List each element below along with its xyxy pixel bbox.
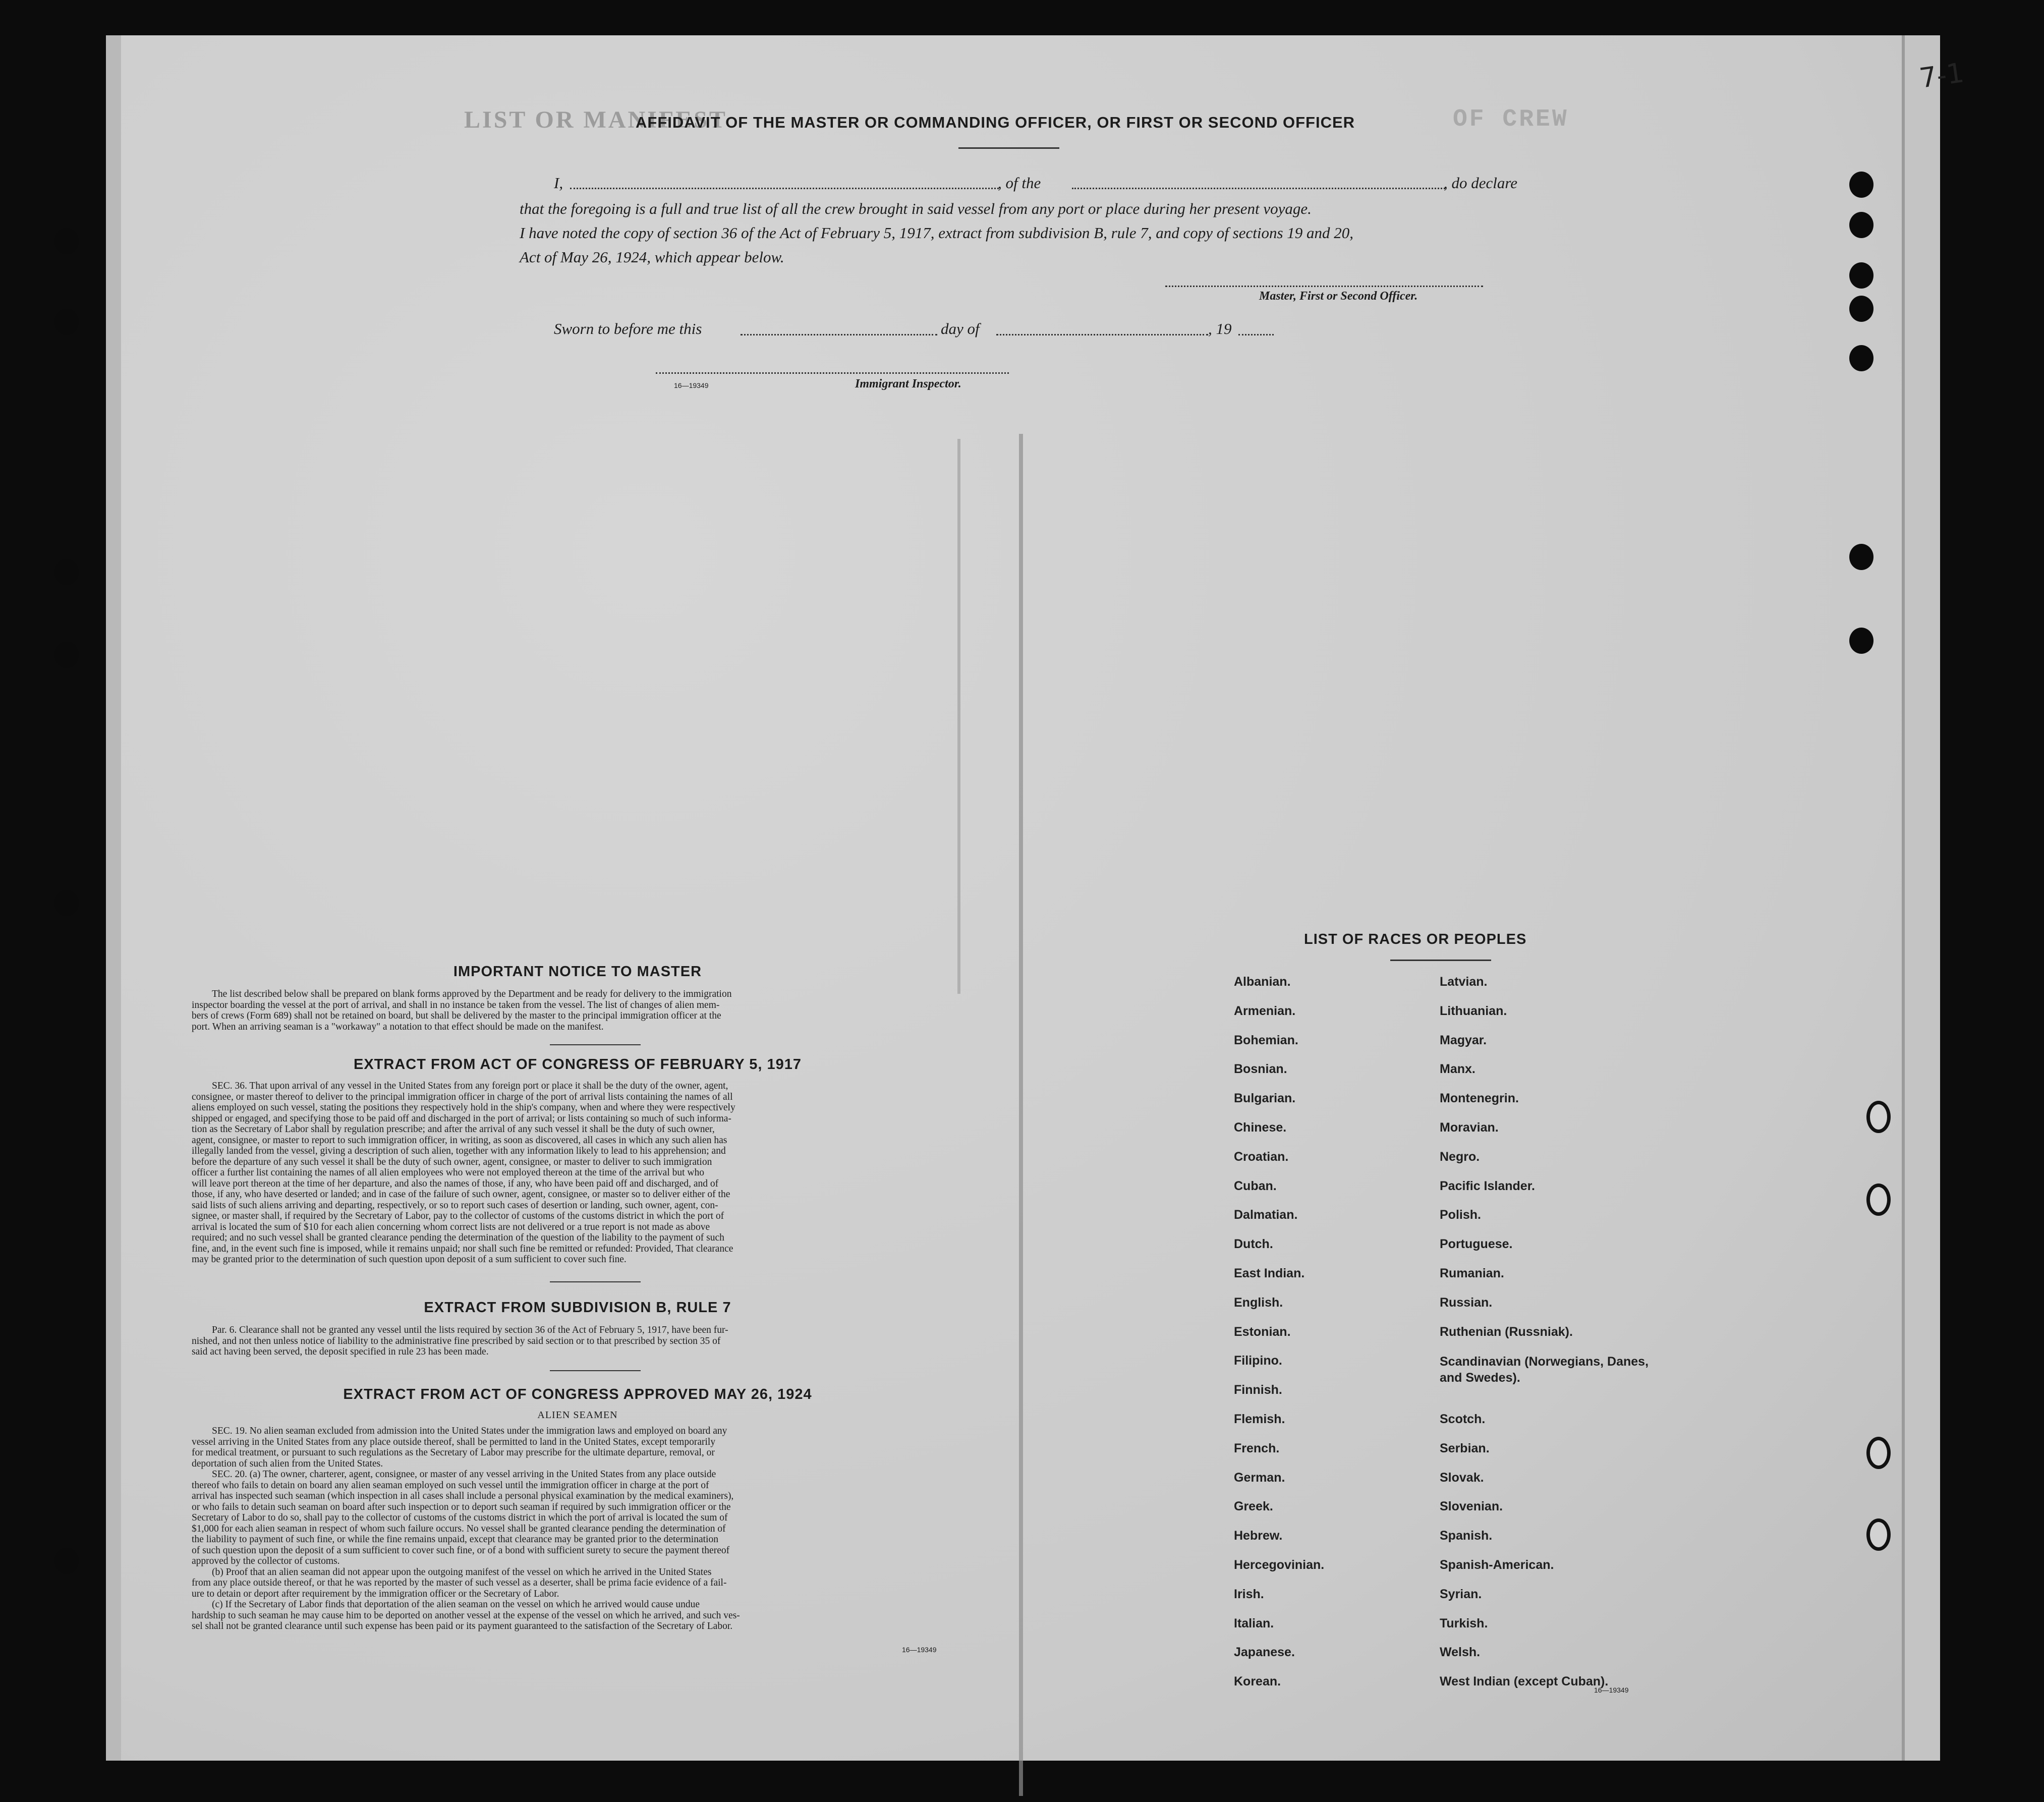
notice-line: inspector boarding the vessel at the port of arrival, and shall in no instance be taken from the vessel. The list of changes of alien mem- [192, 999, 720, 1010]
act-1917-line: may be granted prior to the determination of such question upon deposit of a sum sufficient to cover such fine. [192, 1254, 627, 1265]
race-item: West Indian (except Cuban). [1440, 1674, 1609, 1689]
act-1917-line: shipped or engaged, and specifying those to be paid off and discharged in the port of arrival; or lists containing so much of such informa- [192, 1113, 731, 1124]
act-1917-line: required; and no such vessel shall be granted clearance pending the determination of the question of the liability to the payment of such [192, 1232, 724, 1243]
act-1917-line: those, if any, who have deserted or landed; and in case of the failure of such owner, agent, consignee, or master so to deliver either of the [192, 1189, 730, 1200]
affidavit-title: AFFIDAVIT OF THE MASTER OR COMMANDING OFFICER, OR FIRST OR SECOND OFFICER [636, 114, 1355, 131]
year-prefix-label: , 19 [1208, 320, 1232, 337]
race-item: Hebrew. [1234, 1529, 1283, 1543]
race-item: Manx. [1440, 1062, 1475, 1077]
binding-hole [1849, 212, 1873, 238]
act-1924-line: from any place outside thereof, or that he was reported by the master of such vessel as a deserter, shall be prima facie evidence of a fail- [192, 1578, 727, 1588]
act-1917-line: consignee, or master thereof to deliver to the principal immigration officer in charge of the port of arrival lists containing the names of all [192, 1091, 733, 1102]
affidavit-line-1: that the foregoing is a full and true list of all the crew brought in said vessel from any port or place during her present voyage. [520, 200, 1312, 217]
title-rule [958, 147, 1059, 149]
binding-hole [54, 890, 79, 916]
section-rule [550, 1044, 641, 1045]
act-1924-line: arrival has inspected such seaman (which inspection in all cases shall include a personal physical examination by the medical examiners), [192, 1491, 734, 1501]
section-rule [550, 1281, 641, 1282]
act-1924-line: or who fails to detain such seaman on board after such inspection or to deport such seaman if required by such immigration officer or the [192, 1501, 731, 1512]
race-item: Serbian. [1440, 1441, 1490, 1455]
inspector-caption: Immigrant Inspector. [855, 377, 961, 390]
affidavit-line-2: I have noted the copy of section 36 of the Act of February 5, 1917, extract from subdivision B, rule 7, and copy of sections 19 and 20, [520, 224, 1354, 242]
race-item: Lithuanian. [1440, 1003, 1507, 1018]
race-item: Slovenian. [1440, 1499, 1503, 1514]
act-1924-line: thereof who fails to detain on board any alien seaman employed on such vessel until the immigration officer in charge at the port of [192, 1480, 709, 1491]
races-title: LIST OF RACES OR PEOPLES [1304, 931, 1527, 947]
race-item: English. [1234, 1295, 1283, 1310]
act-1917-line: signee, or master shall, if required by the Secretary of Labor, pay to the collector of customs of the customs district in which the port of [192, 1211, 724, 1221]
races-left-column [1234, 975, 1415, 1704]
race-item: Rumanian. [1440, 1266, 1504, 1280]
rule-7-line: Par. 6. Clearance shall not be granted any vessel until the lists required by section 36 of the Act of February 5, 1917, have been fur- [212, 1325, 728, 1335]
race-item: Latvian. [1440, 975, 1488, 989]
affidavit-line-3: Act of May 26, 1924, which appear below. [520, 248, 784, 266]
act-1917-line: officer a further list containing the names of all alien employees who were not employed thereon at the time of the arrival but who [192, 1167, 705, 1178]
race-item: Ruthenian (Russniak). [1440, 1324, 1573, 1339]
race-item: Finnish. [1234, 1383, 1282, 1397]
race-item: Scotch. [1440, 1412, 1486, 1426]
race-item: Moravian. [1440, 1120, 1499, 1135]
race-item: Polish. [1440, 1208, 1481, 1222]
race-item: Japanese. [1234, 1645, 1295, 1660]
act-1917-line: will leave port thereon at the time of her departure, and also the names of those, if any, who have been paid off and discharged, and of [192, 1178, 719, 1189]
act-1924-line: deportation of such alien from the United States. [192, 1458, 383, 1469]
binding-hole [54, 642, 79, 668]
binding-hole [54, 1548, 79, 1574]
rule-7-body [192, 1325, 963, 1358]
act-1924-line: $1,000 for each alien seaman in respect of whom such failure occurs. No vessel shall be granted clearance pending the determination of [192, 1523, 726, 1534]
act-1924-line: (b) Proof that an alien seaman did not appear upon the outgoing manifest of the vessel on which he arrived in the United States [212, 1566, 712, 1578]
inspector-signature-line[interactable] [656, 372, 1009, 374]
act-1917-body [192, 1081, 963, 1265]
race-item: Syrian. [1440, 1587, 1482, 1601]
binding-hole-ring [1866, 1518, 1891, 1551]
races-form-number: 16—19349 [1594, 1686, 1629, 1694]
act-1924-line: for medical treatment, or pursuant to such regulations as the Secretary of Labor may prescribe for the ultimate departure, removal, or [192, 1447, 715, 1458]
bleed-through-header-trail: OF CREW [1453, 106, 1569, 133]
race-item: Bulgarian. [1234, 1091, 1296, 1106]
binding-hole [1849, 296, 1873, 322]
section-rule [550, 1370, 641, 1371]
act-1917-line: arrival is located the sum of $10 for each alien concerning whom correct lists are not delivered or a true report is not made as above [192, 1221, 710, 1232]
affidavit-do-declare: , do declare [1444, 174, 1518, 192]
act-1917-line: before the departure of any such vessel it shall be the duty of such owner, agent, consignee, or master to deliver to such immigration [192, 1156, 712, 1167]
act-1924-line: ure to detain or deport after requirement by the immigration officer or the Secretary of Labor. [192, 1588, 559, 1599]
binding-hole [1849, 544, 1873, 570]
sheet-right-edge [1902, 35, 1940, 1761]
binding-hole [54, 228, 79, 254]
vessel-blank-line[interactable] [1072, 188, 1445, 189]
rule-7-line: said act having been served, the deposit specified in rule 23 has been made. [192, 1346, 489, 1357]
race-item: French. [1234, 1441, 1280, 1455]
act-1924-line: (c) If the Secretary of Labor finds that deportation of the alien seaman on the vessel on which he arrived would cause undue [212, 1599, 700, 1610]
act-1917-line: fine, and, in the event such fine is imposed, while it remains unpaid; nor shall such fine be remitted or refunded: Provided, That clearance [192, 1243, 733, 1254]
race-item: Welsh. [1440, 1645, 1481, 1660]
act-1917-line: aliens employed on such vessel, stating the positions they respectively hold in the ship's company, when and where they were respectively [192, 1102, 735, 1113]
binding-hole [1849, 628, 1873, 654]
race-item: Hercegovinian. [1234, 1557, 1325, 1572]
binding-hole-ring [1866, 1184, 1891, 1216]
race-item: Irish. [1234, 1587, 1264, 1601]
sworn-day-line[interactable] [741, 334, 937, 335]
act-1924-line: hardship to such seaman he may cause him to be deported on another vessel at the expense of the vessel on which he arrived, and such ves- [192, 1610, 740, 1621]
sheet-left-edge [106, 35, 121, 1761]
handwritten-mark: 7-1 [1917, 57, 1966, 94]
act-1917-line: said lists of such aliens arriving and departing, respectively, or so to report such cases of desertion or landing, such owner, agent, con- [192, 1200, 718, 1211]
act-1924-line: of such question upon the deposit of a sum sufficient to cover such fine, or of a bond with sufficient surety to secure the payment thereof [192, 1545, 730, 1556]
race-item: Turkish. [1440, 1616, 1488, 1630]
rule-7-title: EXTRACT FROM SUBDIVISION B, RULE 7 [424, 1300, 731, 1316]
act-1924-line: approved by the collector of customs. [192, 1556, 340, 1566]
affidavit-of-the: , of the [998, 174, 1041, 192]
binding-hole-ring [1866, 1101, 1891, 1133]
race-item: Portuguese. [1440, 1237, 1513, 1252]
race-item: Slovak. [1440, 1470, 1484, 1485]
act-1924-line: vessel arriving in the United States from any place outside thereof, shall be permitted to land in the United States, except temporarily [192, 1436, 716, 1447]
master-signature-caption: Master, First or Second Officer. [1259, 290, 1418, 303]
race-item: Magyar. [1440, 1033, 1487, 1047]
act-1924-line: SEC. 20. (a) The owner, charterer, agent, consignee, or master of any vessel arriving in the United States from any place outside [212, 1469, 716, 1480]
race-item: Russian. [1440, 1295, 1493, 1310]
notice-line: bers of crews (Form 689) shall not be retained on board, but shall be delivered by the master to the principal immigration officer at the [192, 1010, 721, 1021]
race-item: Bohemian. [1234, 1033, 1298, 1047]
race-item: Negro. [1440, 1149, 1480, 1164]
race-item: Albanian. [1234, 975, 1291, 989]
sworn-month-line[interactable] [996, 334, 1208, 335]
rule-7-line: nished, and not then unless notice of liability to the administrative fine prescribed by said section or to that prescribed by section 35 of [192, 1335, 721, 1346]
race-item: Italian. [1234, 1616, 1274, 1630]
race-item: Croatian. [1234, 1149, 1289, 1164]
race-item: Spanish. [1440, 1529, 1493, 1543]
race-item: Pacific Islander. [1440, 1178, 1535, 1193]
affidavit-i: I, [554, 174, 563, 192]
act-1917-title: EXTRACT FROM ACT OF CONGRESS OF FEBRUARY 5, 1917 [353, 1056, 802, 1073]
act-1924-line: the liability to payment of such fine, or while the fine remains unpaid, except that clearance may be granted prior to the determination [192, 1534, 718, 1545]
binding-hole-ring [1866, 1437, 1891, 1469]
act-1924-form-number: 16—19349 [902, 1646, 937, 1654]
master-signature-line[interactable] [1165, 286, 1483, 287]
act-1924-title: EXTRACT FROM ACT OF CONGRESS APPROVED MAY 26, 1924 [343, 1386, 812, 1402]
fold-crease [957, 439, 960, 994]
act-1917-line: illegally landed from the vessel, giving a description of such alien, together with any information likely to lead to his apprehension; and [192, 1146, 726, 1156]
notice-title: IMPORTANT NOTICE TO MASTER [453, 964, 702, 980]
notice-line: port. When an arriving seaman is a "workaway" a notation to that effect should be made on the manifest. [192, 1021, 604, 1032]
race-item: East Indian. [1234, 1266, 1305, 1280]
notice-body [192, 989, 963, 1032]
day-of-label: day of [941, 320, 980, 337]
race-item: Dutch. [1234, 1237, 1273, 1252]
race-item: Spanish-American. [1440, 1557, 1554, 1572]
act-1924-subtitle: ALIEN SEAMEN [537, 1410, 618, 1421]
race-item: Chinese. [1234, 1120, 1287, 1135]
race-item: Flemish. [1234, 1412, 1285, 1426]
race-item: Bosnian. [1234, 1062, 1287, 1077]
notice-line: The list described below shall be prepared on blank forms approved by the Department and be ready for delivery to the immigration [212, 989, 732, 999]
race-item: Scandinavian (Norwegians, Danes, and Swedes). [1440, 1355, 1649, 1385]
race-item: Armenian. [1234, 1003, 1296, 1018]
act-1924-line: SEC. 19. No alien seaman excluded from admission into the United States under the immigration laws and employed on board any [212, 1426, 727, 1436]
sworn-label: Sworn to before me this [554, 320, 702, 337]
race-item: Cuban. [1234, 1178, 1277, 1193]
act-1917-line: agent, consignee, or master to report to such immigration officer, in writing, as soon as discovered, all cases in which any such alien has [192, 1135, 727, 1146]
binding-hole [1849, 345, 1873, 371]
race-item: Estonian. [1234, 1324, 1291, 1339]
binding-hole [1849, 172, 1873, 198]
act-1924-body [192, 1426, 963, 1632]
sworn-year-line[interactable] [1238, 334, 1274, 335]
binding-hole [1849, 262, 1873, 289]
race-item: Montenegrin. [1440, 1091, 1519, 1106]
act-1917-line: tion as the Secretary of Labor shall by regulation prescribe; and after the arrival of any such vessel it shall be the duty of such owner, [192, 1124, 715, 1135]
act-1917-line: SEC. 36. That upon arrival of any vessel in the United States from any foreign port or place it shall be the duty of the owner, agent, [212, 1081, 728, 1091]
act-1924-line: Secretary of Labor to do so, shall pay to the collector of customs of the customs district in which the port of arrival is located the sum of [192, 1512, 728, 1523]
races-rule [1390, 960, 1491, 961]
affidavit-form-number: 16—19349 [674, 381, 709, 389]
race-item: Greek. [1234, 1499, 1273, 1514]
races-right-column [1440, 975, 1652, 1704]
race-item: Korean. [1234, 1674, 1281, 1689]
name-blank-line[interactable] [570, 188, 999, 189]
bleed-through-header: LIST OR MANIFEST [464, 106, 727, 133]
binding-hole [54, 559, 79, 585]
race-item: Dalmatian. [1234, 1208, 1298, 1222]
race-item: Filipino. [1234, 1354, 1282, 1368]
race-item: German. [1234, 1470, 1285, 1485]
fold-crease [1019, 434, 1023, 1796]
act-1924-line: sel shall not be granted clearance until such expense has been paid or its payment guaranteed to the satisfaction of the Secretary of Labor. [192, 1621, 733, 1631]
binding-hole [54, 309, 79, 335]
